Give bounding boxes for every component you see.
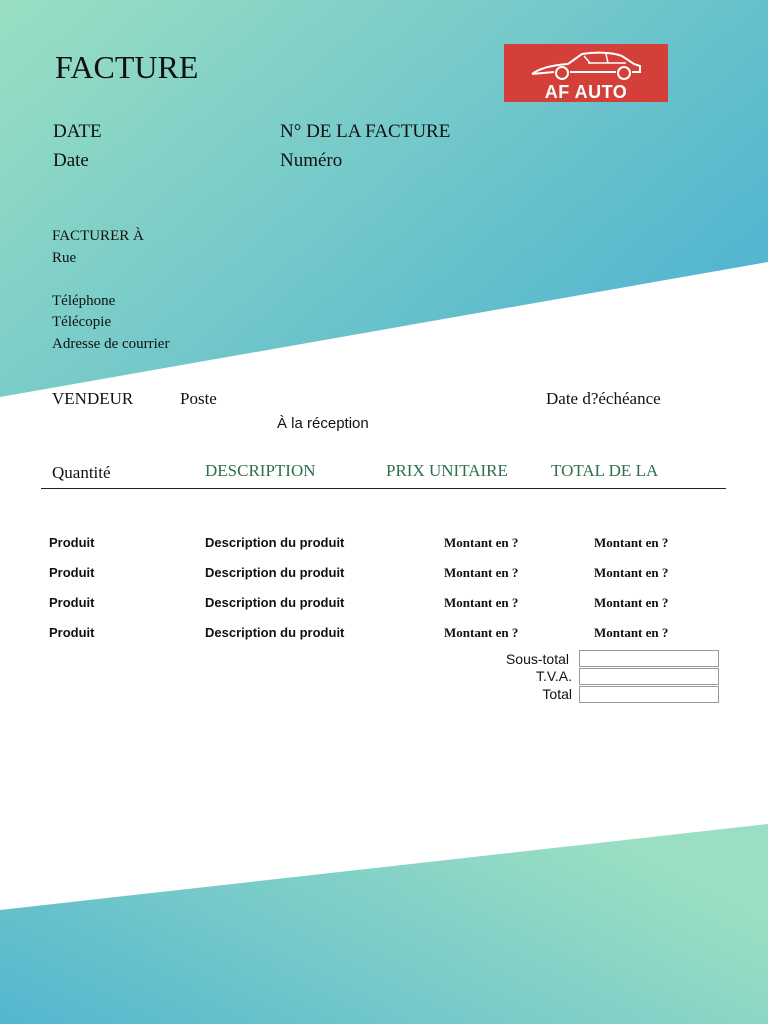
row-description: Description du produit — [205, 535, 345, 550]
row-product: Produit — [49, 595, 95, 610]
date-value: Date — [53, 150, 89, 171]
row-unit-price: Montant en ? — [444, 535, 519, 550]
subtotal-label: Sous-total — [505, 651, 569, 667]
total-field[interactable] — [579, 686, 719, 703]
column-header-total: TOTAL DE LA — [551, 461, 659, 480]
bill-to-heading: FACTURER À — [52, 228, 144, 244]
tax-field[interactable] — [579, 668, 719, 685]
due-date-value: À la réception — [277, 415, 369, 432]
row-total: Montant en ? — [594, 625, 669, 640]
document-title: FACTURE — [55, 49, 199, 85]
subtotal-field[interactable] — [579, 650, 719, 667]
row-product: Produit — [49, 535, 95, 550]
row-description: Description du produit — [205, 565, 345, 580]
bottom-gradient-band — [0, 824, 768, 1024]
column-header-description: DESCRIPTION — [205, 461, 316, 480]
logo-text: AF AUTO — [544, 82, 628, 102]
car-icon — [526, 48, 646, 82]
row-total: Montant en ? — [594, 565, 669, 580]
column-header-quantity: Quantité — [52, 463, 111, 482]
row-unit-price: Montant en ? — [444, 595, 519, 610]
column-header-unit-price: PRIX UNITAIRE — [386, 461, 508, 480]
position-label: Poste — [180, 389, 217, 408]
row-total: Montant en ? — [594, 595, 669, 610]
table-header-rule — [41, 488, 726, 489]
row-unit-price: Montant en ? — [444, 625, 519, 640]
due-date-label: Date d?échéance — [546, 389, 661, 408]
invoice-number-label: N° DE LA FACTURE — [280, 121, 451, 142]
invoice-number-value: Numéro — [280, 150, 343, 171]
company-logo — [504, 44, 668, 102]
row-description: Description du produit — [205, 595, 345, 610]
row-unit-price: Montant en ? — [444, 565, 519, 580]
bill-to-fax: Télécopie — [52, 314, 112, 330]
bill-to-street: Rue — [52, 250, 77, 266]
seller-label: VENDEUR — [52, 389, 134, 408]
date-label: DATE — [53, 121, 102, 142]
row-description: Description du produit — [205, 625, 345, 640]
tax-label: T.V.A. — [535, 668, 572, 684]
row-product: Produit — [49, 565, 95, 580]
row-total: Montant en ? — [594, 535, 669, 550]
bill-to-email: Adresse de courrier — [52, 336, 170, 352]
row-product: Produit — [49, 625, 95, 640]
total-label: Total — [542, 686, 572, 702]
bill-to-phone: Téléphone — [52, 293, 116, 309]
